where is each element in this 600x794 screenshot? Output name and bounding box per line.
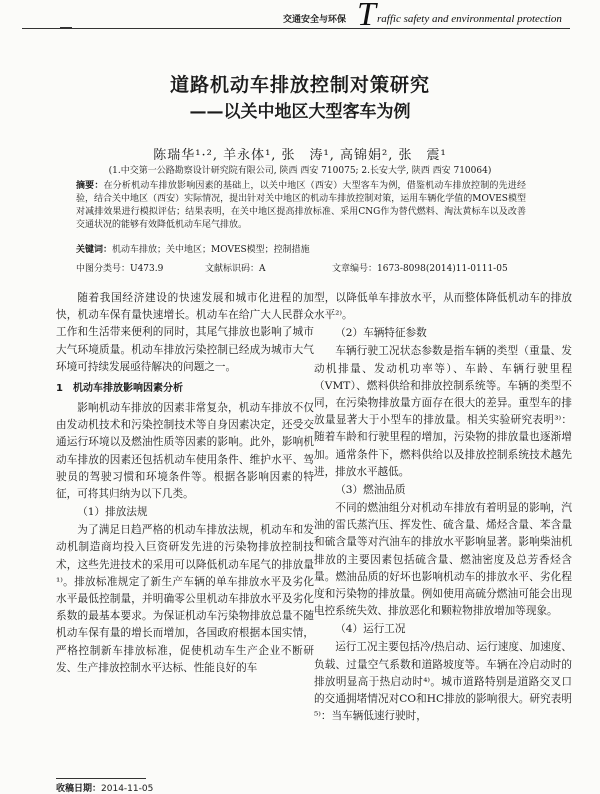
document-code: 文献标识码：A <box>205 264 266 274</box>
subheading-regulations: （1）排放法规 <box>77 506 148 519</box>
footnote-rule <box>56 778 146 779</box>
received-date-value: 2014-11-05 <box>101 784 154 794</box>
journal-section-en: raffic safety and environmental protection <box>377 13 562 25</box>
keywords-label: 关键词： <box>76 245 113 255</box>
article-number: 文章编号：1673-8098(2014)11-0111-05 <box>332 264 508 274</box>
abstract <box>76 180 526 232</box>
paragraph-continued: 型，以降低单车排放水平，从而整体降低机动车的排放水平²⁾。 <box>314 292 572 322</box>
clc-number: 中图分类号：U473.9 <box>76 264 164 274</box>
received-date-label: 收稿日期： <box>56 784 102 794</box>
paragraph-factors: 影响机动车排放的因素非常复杂，机动车排放不仅由发动机技术和污染控制技术等自身因素决定，还受交通运行环境以及燃油性质等因素的影响。此外，影响机动车排放的因素还包括机动车使用条件、维护水平、驾驶员的驾驶习惯和环境条件等。根据各影响因素的特征，可将其归纳为以下几类。 <box>56 402 314 501</box>
abstract-text: 在分析机动车排放影响因素的基础上，以关中地区（西安）大型客车为例，借鉴机动车排放控制的先进经验，结合关中地区（西安）实际情况，提出针对关中地区的机动车排放控制对策，运用车辆化学值的MOVES模型对减排效果进行模拟评估；结果表明，在关中地区提高排放标准、采用CNG作为替代燃料、淘汰黄标车以及改善交通状况的能够有效降低机动车尾气排放。 <box>76 181 526 230</box>
keywords-text: 机动车排放；关中地区；MOVES模型；控制措施 <box>112 245 310 255</box>
authors: 陈瑞华¹·², 羊永体¹, 张 涛¹, 高锦娟², 张 震¹ <box>153 148 447 163</box>
journal-section-cn: 交通安全与环保 <box>283 14 347 24</box>
abstract-label: 摘要： <box>76 181 104 191</box>
header-rule <box>22 28 570 29</box>
header-rule-mark <box>60 27 72 29</box>
paragraph-regulations: 为了满足日趋严格的机动车排放法规，机动车和发动机制造商均投入巨资研发先进的污染物排放控制技术，这些先进技术的采用可以降低机动车尾气的排放量¹⁾。排放标准规定了新生产车辆的单车排放水平及劣化水平最低控制量，并明确零公里机动车排放水平及劣化系数的最基本要求。为保证机动车污染物排放总量不随机动车保有量的增长而增加，各国政府根据本国实情，严格控制新车排放标准，促使机动车生产企业不断研发、生产排放控制水平达标、性能良好的车 <box>56 524 314 674</box>
paragraph-operating-conditions: 运行工况主要包括冷/热启动、运行速度、加速度、负载、过量空气系数和道路坡度等。车辆在冷启动时的排放明显高于热启动时⁴⁾。城市道路特别是道路交叉口的交通拥堵情况对CO和HC排放的影响很大。研究表明⁵⁾：当车辆低速行驶时， <box>314 641 572 723</box>
article-title: 道路机动车排放控制对策研究 <box>169 74 430 96</box>
article-subtitle: ——以关中地区大型客车为例 <box>189 102 411 122</box>
subheading-fuel-quality: （3）燃油品质 <box>335 484 406 497</box>
intro-paragraph: 随着我国经济建设的快速发展和城市化进程的加快，机动车保有量快速增长。机动车在给广大人民群众工作和生活带来便利的同时，其尾气排放也影响了城市大气环境质量。机动车排放污染控制已经成为城市大气环境可持续发展亟待解决的问题之一。 <box>56 292 314 373</box>
body-column-right <box>314 290 572 725</box>
subheading-operating-conditions: （4）运行工况 <box>335 623 406 636</box>
section-heading-1: 1 机动车排放影响因素分析 <box>56 383 183 395</box>
affiliation: (1.中交第一公路勘察设计研究院有限公司, 陕西 西安 710075; 2.长安大学, 陕西 西安 710064) <box>108 166 492 176</box>
body-column-left <box>56 290 314 677</box>
keywords <box>76 244 526 257</box>
subheading-vehicle-params: （2）车辆特征参数 <box>335 327 427 340</box>
journal-section-en-initial: T <box>357 0 376 33</box>
paragraph-fuel-quality: 不同的燃油组分对机动车排放有着明显的影响，汽油的雷氏蒸汽压、挥发性、硫含量、烯烃含量、苯含量和硫含量等对汽油车的排放水平影响显著。影响柴油机排放的主要因素包括硫含量、燃油密度及总芳香烃含量。燃油品质的好坏也影响机动车的排放水平、劣化程度和污染物的排放量。例如使用高硫分燃油可能会出现电控系统失效、排放恶化和颗粒物排放增加等现象。 <box>314 502 572 618</box>
received-date <box>56 781 153 794</box>
paragraph-vehicle-params: 车辆行驶工况状态参数是指车辆的类型（重量、发动机排量、发动机功率等）、车龄、车辆行驶里程（VMT）、燃料供给和排放控制系统等。车辆的类型不同，在污染物排放量方面存在很大的差异。重型车的排放量显著大于小型车的排放量。相关实验研究表明³⁾：随着车龄和行驶里程的增加，污染物的排放量也逐渐增加。通常条件下，燃料供给以及排放控制系统技术越先进，排放水平越低。 <box>314 345 572 478</box>
